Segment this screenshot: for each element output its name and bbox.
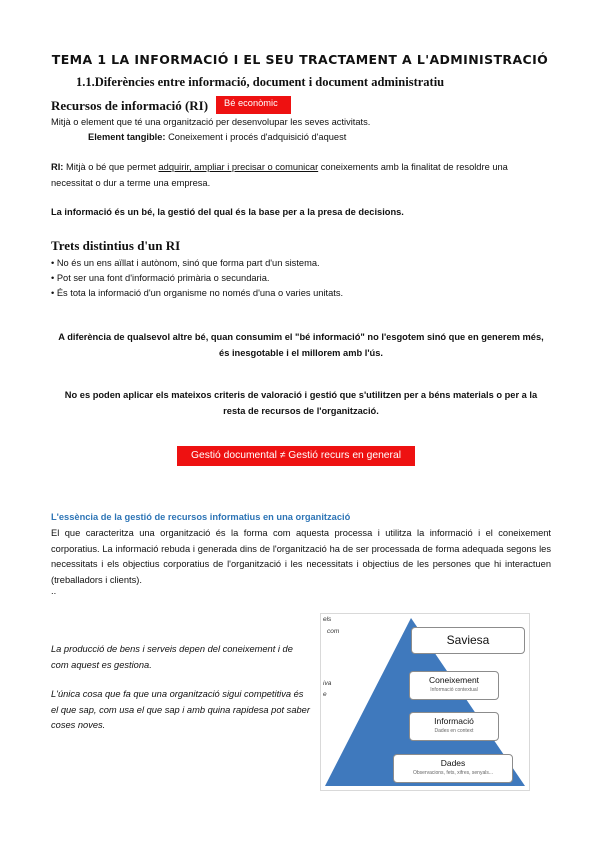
ri-text-1: Mitjà o bé que permet	[63, 162, 159, 172]
level-sub: Dades en context	[434, 728, 474, 734]
tangible-label: Element tangible:	[88, 132, 166, 142]
ri-underlined: adquirir, ampliar i precisar o comunicar	[158, 162, 319, 172]
ri-label: RI:	[51, 162, 64, 172]
pyramid-level-saviesa	[411, 627, 525, 654]
pyramid-level-dades	[393, 754, 513, 783]
trets-item: • Pot ser una font d'informació primària o secundaria.	[51, 273, 270, 283]
gestio-documental-tag: Gestió documental ≠ Gestió recurs en general	[177, 446, 415, 466]
trets-heading: Trets distintius d'un RI	[51, 238, 181, 253]
cut-text-fragment: els	[323, 616, 332, 623]
essencia-paragraph: El que caracteritza una organització és la forma com aquesta processa i utilitza la informació i el coneixement corporatius. La informació rebuda i generada dins de l'organització ha de ser processada de forma adequada segons les necessitats i els objectius corporatius de l'organització i les necessitats i objectius de les persones que hi interactuen (treballadors i clients).	[51, 528, 551, 585]
level-name: Saviesa	[446, 633, 490, 647]
level-name: Informació	[434, 716, 474, 726]
pyramid-level-informacio	[409, 712, 499, 741]
cut-text-fragment: iva	[323, 680, 332, 687]
ellipsis: ..	[51, 586, 57, 596]
level-sub: Informació contextual	[430, 687, 478, 693]
cut-text-fragment: com	[327, 628, 340, 635]
be-economic-tag: Bé econòmic	[216, 96, 291, 114]
essencia-heading: L'essència de la gestió de recursos informatius en una organització	[51, 512, 351, 522]
ri-heading	[51, 98, 228, 114]
section-subtitle: 1.1.Diferències entre informació, document i document administratiu	[76, 75, 445, 89]
cut-text-fragment: e	[323, 691, 327, 698]
level-name: Dades	[440, 758, 466, 768]
ri-paragraph	[51, 160, 551, 191]
ri-heading-text: Recursos de informació (RI)	[51, 98, 209, 113]
trets-item: • És tota la informació d'un organisme no només d'una o varies unitats.	[51, 288, 344, 298]
produccio-text: La producció de bens i serveis depen del coneixement i de com aquest es gestiona.	[51, 644, 293, 670]
document-title: TEMA 1 LA INFORMACIÓ I EL SEU TRACTAMENT A L'ADMINISTRACIÓ	[51, 52, 549, 67]
ri-text-2: coneixements amb la finalitat de resoldre una necessitat o dur a terme una empresa.	[51, 162, 508, 188]
criteris-statement: No es poden aplicar els mateixos criteris de valoració i gestió que s'utilitzen per a béns materials o per a la resta de recursos de l'organització.	[64, 390, 538, 416]
diferencia-statement: A diferència de qualsevol altre bé, quan consumim el "bé informació" no l'esgotem sinó que en generem més, és inesgotable i el millorem amb l'ús.	[58, 332, 544, 358]
ri-definition: Mitjà o element que té una organització per desenvolupar les seves activitats.	[51, 117, 371, 127]
level-name: Coneixement	[428, 675, 480, 685]
tangible-text: Coneixement i procés d'adquisició d'aquest	[165, 132, 347, 142]
trets-item: • No és un ens aïllat i autònom, sinó que forma part d'un sistema.	[51, 258, 320, 268]
level-sub: Observacions, fets, xifres, senyals...	[412, 770, 494, 776]
ri-tangible	[88, 130, 548, 146]
info-be-statement: La informació és un bé, la gestió del qual és la base per a la presa de decisions.	[51, 207, 404, 217]
pyramid-level-coneixement	[409, 671, 499, 700]
competitiva-text: L'única cosa que fa que una organització sigui competitiva és el que sap, com usa el que sap i amb quina rapidesa pot saber coses noves.	[51, 689, 310, 730]
knowledge-pyramid-figure	[320, 613, 530, 791]
